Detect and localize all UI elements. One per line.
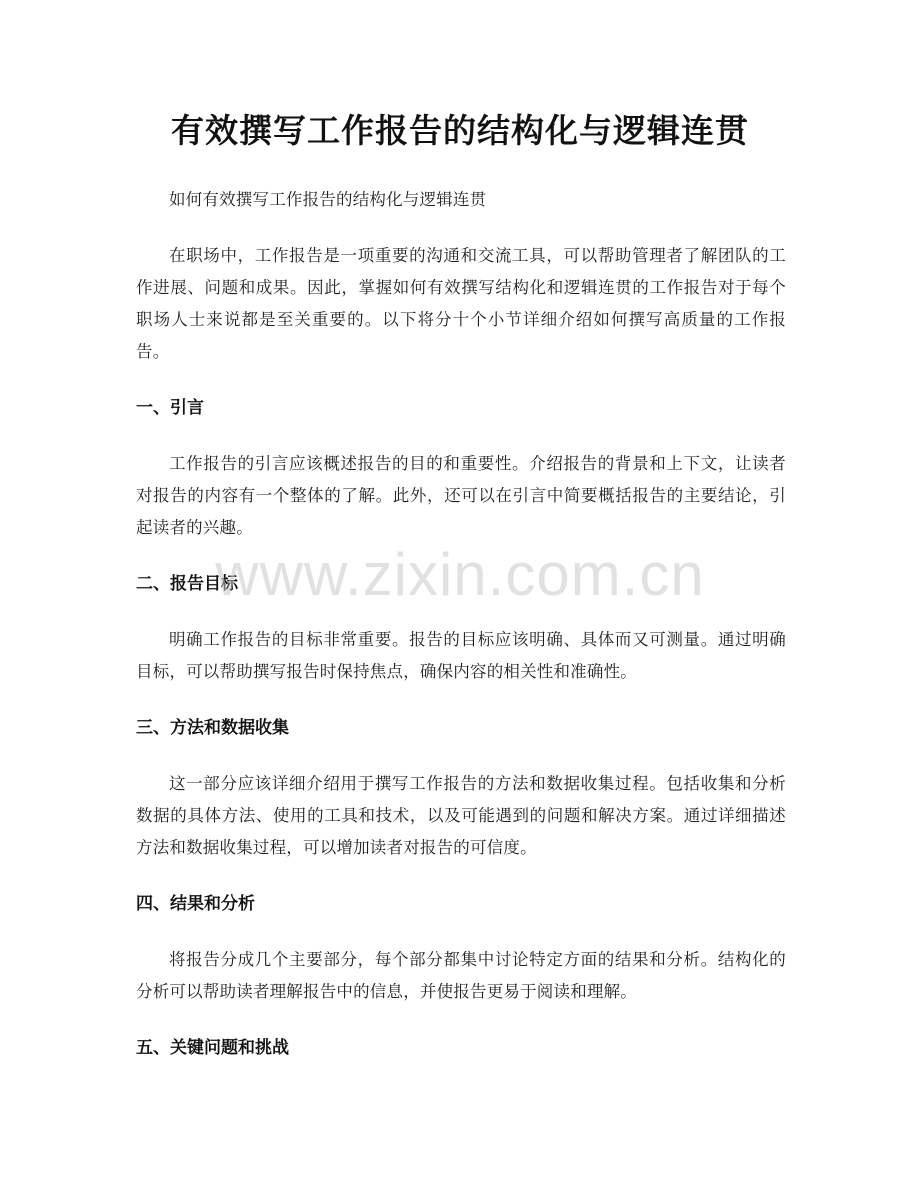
document-subtitle: 如何有效撰写工作报告的结构化与逻辑连贯 [169,190,487,209]
section-body-goals: 明确工作报告的目标非常重要。报告的目标应该明确、具体而又可测量。通过明确目标，可以帮助撰写报告时保持焦点，确保内容的相关性和准确性。 [136,630,786,681]
section-heading-goals: 二、报告目标 [136,574,238,594]
document-title: 有效撰写工作报告的结构化与逻辑连贯 [171,111,749,150]
section-heading-issues: 五、关键问题和挑战 [136,1038,289,1058]
watermark-text: www.zixin.com.cn [215,541,705,608]
section-heading-results: 四、结果和分析 [136,894,255,914]
section-body-results: 将报告分成几个主要部分，每个部分都集中讨论特定方面的结果和分析。结构化的分析可以帮助读者理解报告中的信息，并使报告更易于阅读和理解。 [136,950,786,1001]
section-body-methods: 这一部分应该详细介绍用于撰写工作报告的方法和数据收集过程。包括收集和分析数据的具体方法、使用的工具和技术，以及可能遇到的问题和解决方案。通过详细描述方法和数据收集过程，可以增加读者对报告的可信度。 [136,774,786,857]
section-heading-intro: 一、引言 [136,398,204,418]
section-heading-methods: 三、方法和数据收集 [136,718,289,738]
document-content [136,184,786,1088]
section-body-intro: 工作报告的引言应该概述报告的目的和重要性。介绍报告的背景和上下文，让读者对报告的内容有一个整体的了解。此外，还可以在引言中简要概括报告的主要结论，引起读者的兴趣。 [136,454,786,537]
intro-paragraph: 在职场中，工作报告是一项重要的沟通和交流工具，可以帮助管理者了解团队的工作进展、问题和成果。因此，掌握如何有效撰写结构化和逻辑连贯的工作报告对于每个职场人士来说都是至关重要的。以下将分十个小节详细介绍如何撰写高质量的工作报告。 [136,246,786,361]
